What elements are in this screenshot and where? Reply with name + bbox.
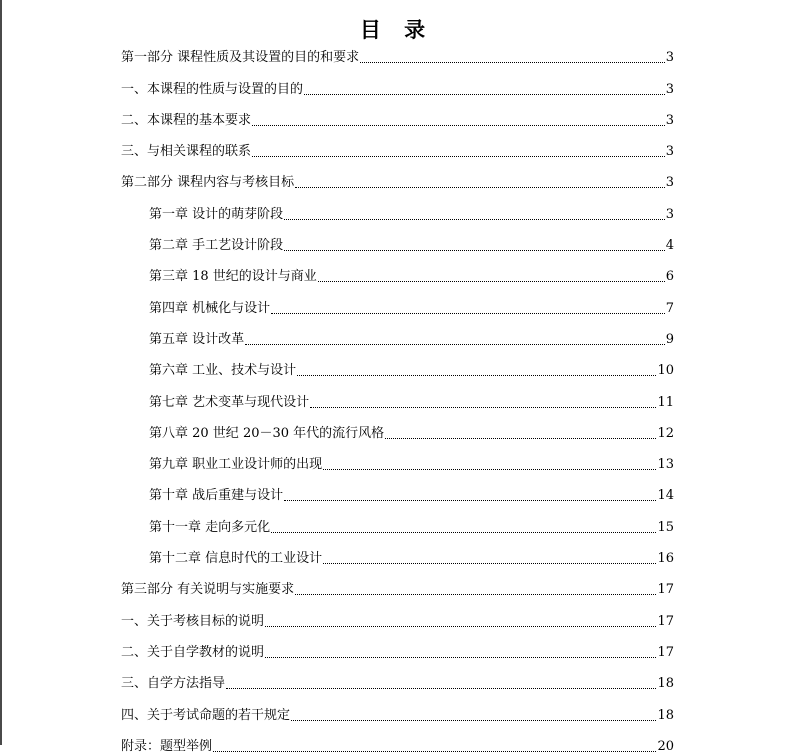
toc-entry-page-number: 4: [665, 238, 674, 254]
toc-entry-page-number: 9: [665, 331, 674, 347]
toc-entry-page-number: 17: [657, 644, 674, 660]
toc-entry[interactable]: [121, 224, 674, 255]
toc-entry-page-number: 12: [657, 425, 674, 441]
dot-leader: [323, 563, 656, 564]
dot-leader: [360, 62, 665, 63]
toc-entry[interactable]: [121, 537, 674, 568]
toc-entry[interactable]: [121, 631, 674, 662]
toc-entry-label: 第九章 职业工业设计师的出现: [149, 457, 323, 473]
table-of-contents: [121, 36, 674, 756]
toc-entry-label: 三、与相关课程的联系: [121, 144, 252, 160]
toc-entry-page-number: 6: [665, 269, 674, 285]
toc-entry-label: 第一部分 课程性质及其设置的目的和要求: [121, 50, 360, 66]
toc-entry[interactable]: [121, 349, 674, 380]
toc-entry-page-number: 20: [657, 738, 674, 754]
dot-leader: [323, 469, 656, 470]
dot-leader: [318, 281, 665, 282]
toc-entry-label: 第二部分 课程内容与考核目标: [121, 175, 295, 191]
toc-entry-page-number: 3: [665, 81, 674, 97]
toc-entry-label: 第十章 战后重建与设计: [149, 488, 284, 504]
toc-entry[interactable]: [121, 599, 674, 630]
dot-leader: [284, 500, 656, 501]
dot-leader: [385, 438, 656, 439]
toc-entry-label: 一、本课程的性质与设置的目的: [121, 81, 304, 97]
toc-entry[interactable]: [121, 725, 674, 756]
toc-entry-label: 第四章 机械化与设计: [149, 300, 271, 316]
toc-entry-page-number: 10: [657, 363, 674, 379]
dot-leader: [265, 626, 656, 627]
toc-entry-page-number: 3: [665, 206, 674, 222]
dot-leader: [304, 94, 665, 95]
toc-entry-page-number: 11: [657, 394, 674, 410]
toc-entry-label: 三、自学方法指导: [121, 676, 226, 692]
toc-entry[interactable]: [121, 255, 674, 286]
toc-entry-page-number: 7: [665, 300, 674, 316]
toc-entry[interactable]: [121, 161, 674, 192]
toc-entry-label: 二、本课程的基本要求: [121, 112, 252, 128]
dot-leader: [291, 720, 656, 721]
toc-title: 目 录: [359, 17, 434, 43]
dot-leader: [297, 375, 656, 376]
toc-entry[interactable]: [121, 286, 674, 317]
toc-entry[interactable]: [121, 662, 674, 693]
toc-entry-page-number: 14: [657, 488, 674, 504]
toc-entry[interactable]: [121, 130, 674, 161]
dot-leader: [265, 657, 656, 658]
toc-entry-page-number: 3: [665, 144, 674, 160]
dot-leader: [310, 407, 656, 408]
dot-leader: [252, 125, 665, 126]
toc-entry[interactable]: [121, 67, 674, 98]
toc-entry[interactable]: [121, 693, 674, 724]
toc-entry-page-number: 3: [665, 50, 674, 66]
toc-entry-page-number: 3: [665, 175, 674, 191]
dot-leader: [213, 751, 656, 752]
toc-entry-label: 第八章 20 世纪 20－30 年代的流行风格: [149, 425, 385, 441]
toc-entry[interactable]: [121, 318, 674, 349]
dot-leader: [295, 594, 656, 595]
dot-leader: [284, 219, 665, 220]
toc-entry[interactable]: [121, 443, 674, 474]
toc-entry-label: 第十一章 走向多元化: [149, 519, 271, 535]
toc-entry-page-number: 17: [657, 613, 674, 629]
toc-entry[interactable]: [121, 568, 674, 599]
dot-leader: [226, 688, 656, 689]
toc-entry-page-number: 16: [657, 551, 674, 567]
page-left-edge: [0, 0, 2, 745]
dot-leader: [271, 313, 665, 314]
dot-leader: [252, 156, 665, 157]
dot-leader: [271, 532, 656, 533]
toc-entry-page-number: 13: [657, 457, 674, 473]
toc-entry-page-number: 18: [657, 676, 674, 692]
toc-entry[interactable]: [121, 192, 674, 223]
toc-entry-label: 第五章 设计改革: [149, 331, 245, 347]
toc-entry-label: 第一章 设计的萌芽阶段: [149, 206, 284, 222]
toc-entry-label: 二、关于自学教材的说明: [121, 644, 265, 660]
toc-entry[interactable]: [121, 412, 674, 443]
toc-entry-page-number: 17: [657, 582, 674, 598]
toc-entry-page-number: 3: [665, 112, 674, 128]
dot-leader: [245, 344, 665, 345]
toc-entry-page-number: 18: [657, 707, 674, 723]
toc-entry-label: 第六章 工业、技术与设计: [149, 363, 297, 379]
toc-entry-label: 第七章 艺术变革与现代设计: [149, 394, 310, 410]
toc-entry-label: 四、关于考试命题的若干规定: [121, 707, 291, 723]
toc-entry[interactable]: [121, 474, 674, 505]
toc-entry-label: 一、关于考核目标的说明: [121, 613, 265, 629]
toc-entry[interactable]: [121, 36, 674, 67]
toc-entry[interactable]: [121, 380, 674, 411]
toc-entry-label: 第三章 18 世纪的设计与商业: [149, 269, 317, 285]
toc-entry[interactable]: [121, 505, 674, 536]
toc-entry[interactable]: [121, 99, 674, 130]
toc-entry-page-number: 15: [657, 519, 674, 535]
toc-entry-label: 附录：题型举例: [121, 738, 213, 754]
toc-entry-label: 第三部分 有关说明与实施要求: [121, 582, 295, 598]
dot-leader: [284, 250, 665, 251]
toc-entry-label: 第二章 手工艺设计阶段: [149, 238, 284, 254]
dot-leader: [295, 187, 665, 188]
toc-entry-label: 第十二章 信息时代的工业设计: [149, 551, 323, 567]
